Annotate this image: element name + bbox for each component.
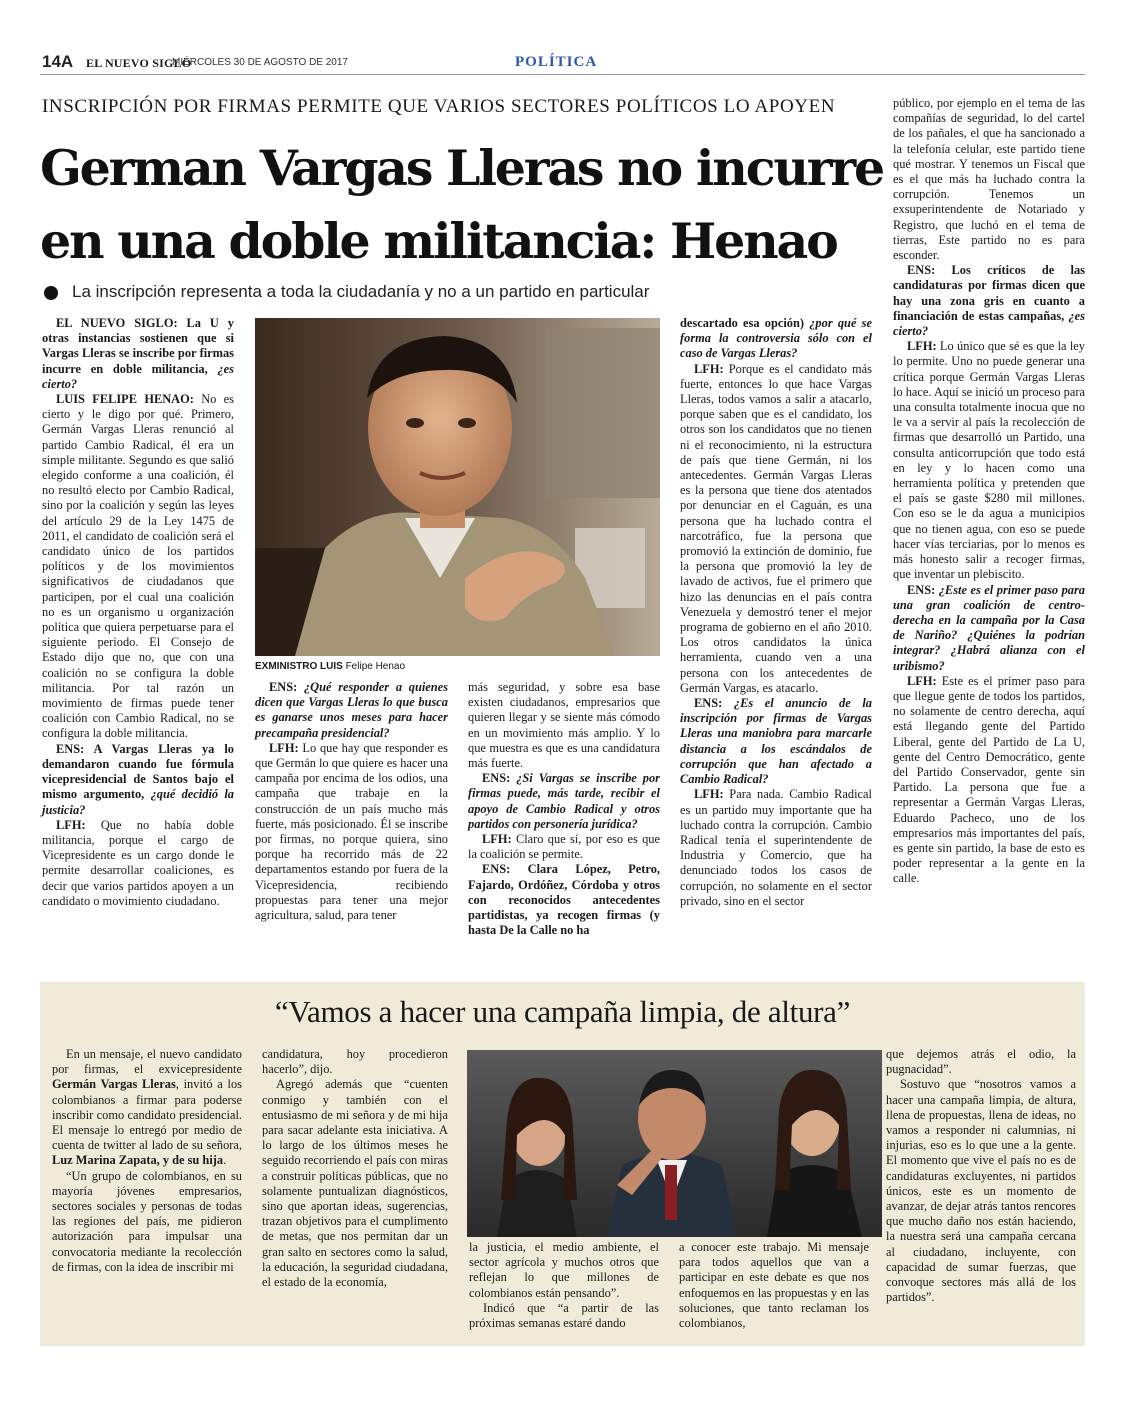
sidebar-paragraph: la justicia, el medio ambiente, el sector agrícola y muchos otros que reflejan lo que millones de colombianos están pensando”.	[469, 1240, 659, 1300]
speaker-label: ENS:	[269, 680, 298, 694]
interviewee-photo-illustration	[255, 318, 660, 656]
sidebar-text-bold: Luz Marina Zapata, y de su hija	[52, 1153, 224, 1168]
answer-text: Para nada. Cambio Radical es un partido muy importante que ha luchado contra la corrupción. Cambio Radical tenía el superintendente de Industria y Comercio, que ha denunciado todos los casos de corrupción, no solamente en el sector privado, sino en el sector	[680, 787, 872, 908]
sidebar-column-5	[886, 1047, 1076, 1305]
answer-2	[42, 818, 234, 909]
question-text: ¿Este es el primer paso para una gran coalición de centro-derecha en la campaña por la Casa de Nariño? ¿Quiénes la podrían integrar? ¿Habrá alianza con el uribismo?	[893, 582, 1085, 673]
interview-photo	[255, 318, 660, 656]
question-text: Los críticos de las candidaturas por firmas dicen que hay una zona gris en cuanto a financiación de estas campañas,	[893, 263, 1085, 323]
question-5	[468, 862, 660, 938]
answer-1	[42, 392, 234, 742]
question-5-cont	[680, 316, 872, 362]
answer-6	[680, 787, 872, 909]
answer-6-cont	[893, 96, 1085, 263]
headline-line-2: en una doble militancia: Henao	[40, 212, 837, 270]
question-2	[42, 742, 234, 818]
issue-date: MIÉRCOLES 30 DE AGOSTO DE 2017	[172, 57, 348, 68]
question-text: ¿Es el anuncio de la inscripción por firmas de Vargas Lleras una maniobra para marcarle distancia a los escándalos de corrupción que han afectado a Cambio Radical?	[680, 696, 872, 787]
article-headline	[40, 132, 885, 278]
sidebar-paragraph: Indicó que “a partir de las próximas semanas estaré dando	[469, 1300, 659, 1331]
question-text: A Vargas Lleras ya lo demandaron cuando fue fórmula vicepresidencial de Santos bajo el mismo argumento,	[42, 741, 234, 802]
speaker-label: LUIS FELIPE HENAO:	[56, 392, 194, 407]
answer-text: Este es el primer paso para que llegue gente de todos los partidos, no solamente de centro derecha, aquí está llegando gente del Partido Liberal, gente del Partido de La U, gente del Centro Democrático, gente del Partido Conservador, gente sin Partido. La persona que fue a representar a Germán Vargas Lleras, Eduardo Pacheco, uno de los empresarios más importantes del país, es gente sin partido, la base de esto es poder representar a la gente en la calle.	[893, 673, 1085, 886]
sidebar-column-4	[679, 1240, 869, 1331]
question-tail: ¿por qué se forma la controversia sólo con el caso de Vargas Lleras?	[680, 316, 872, 361]
answer-7	[893, 339, 1085, 582]
article-column-3	[468, 680, 660, 938]
speaker-label: LFH:	[269, 740, 299, 755]
question-3	[255, 680, 448, 741]
sidebar-title: “Vamos a hacer una campaña limpia, de altura”	[274, 994, 851, 1029]
speaker-label: LFH:	[482, 832, 512, 847]
sidebar-text: , invitó a los colombianos a firmar para poderse inscribir como candidato presidencial. El mensaje lo entregó por medio de cuenta de twitter al lado de su señora,	[52, 1077, 242, 1153]
sidebar-paragraph: “Un grupo de colombianos, en su mayoría jóvenes empresarios, sectores sociales y personas de todas las regiones del país, me pidieron autorización para impulsar una convocatoria mediante la recolección de firmas, con la idea de inscribir mi	[52, 1168, 242, 1274]
question-1	[42, 316, 234, 392]
answer-8	[893, 674, 1085, 887]
answer-text: Lo que hay que responder es que Germán lo que quiere es hacer una campaña por encima de los odios, una campaña que trabaje en la construcción de un país mucho más fuerte, más posicionado. Él se inscribe por firmas, no porque quiera, sino porque ha recorrido más de 22 departamentos estando por fuera de la Vicepresidencia, recibiendo propuestas para tener una mejor agricultura, salud, para tener	[255, 740, 448, 923]
speaker-label: LFH:	[56, 817, 86, 832]
answer-text: más seguridad, y sobre esa base existen ciudadanos, empresarios que quieren llegar y se siente más cómodo en un movimiento más amplio. Y lo que muestra es que es una candidatura más fuerte.	[468, 680, 660, 771]
article-deck: La inscripción representa a toda la ciudadanía y no a un partido en particular	[72, 282, 650, 301]
page-number: 14A	[42, 52, 74, 71]
sidebar-column-2	[262, 1047, 448, 1290]
speaker-label: EL NUEVO SIGLO:	[56, 316, 178, 330]
answer-text: Que no había doble militancia, porque el cargo de Vicepresidente es un cargo donde le permite desarrollar coaliciones, es decir que varios partidos apoyen a un candidato o movimiento ciudadano.	[42, 817, 234, 908]
question-8	[893, 583, 1085, 674]
question-7	[893, 263, 1085, 339]
newspaper-name: EL NUEVO SIGLO	[86, 56, 192, 70]
sidebar-paragraph	[52, 1047, 242, 1169]
question-4	[468, 771, 660, 832]
question-tail: ¿es cierto?	[893, 308, 1085, 339]
question-text: descartado esa opción)	[680, 316, 805, 330]
answer-4	[468, 832, 660, 862]
answer-3	[255, 741, 448, 923]
speaker-label: LFH:	[694, 361, 724, 376]
question-text: ¿Qué responder a quienes dicen que Vargas Lleras lo que busca es ganarse unos meses para hacer precampaña presidencial?	[255, 680, 448, 740]
answer-text: Claro que sí, por eso es que la coalición se permite.	[468, 832, 660, 862]
speaker-label: ENS:	[482, 862, 511, 877]
speaker-label: ENS:	[907, 263, 936, 278]
answer-text: público, por ejemplo en el tema de las compañías de seguridad, lo del cartel de los pañales, el que ha sancionado a la telefonía celular, este partido tiene qué mostrar. Y tenemos un Fiscal que es el que más ha luchado contra la corrupción. Tenemos un exsuperintendente de Notariado y Registro, que luchó en el tema de tierras, Este partido no es para esconder.	[893, 96, 1085, 263]
answer-5	[680, 362, 872, 696]
article-column-1	[42, 316, 234, 909]
speaker-label: LFH:	[694, 787, 724, 802]
article-column-4	[680, 316, 872, 909]
section-name: POLÍTICA	[515, 54, 598, 70]
speaker-label: LFH:	[907, 673, 937, 688]
question-text: Clara López, Petro, Fajardo, Ordóñez, Córdoba y otros con reconocidos antecedentes partidistas, ya recogen firmas (y hasta De la Calle no ha	[468, 862, 660, 938]
speaker-label: ENS:	[907, 582, 936, 597]
family-photo-illustration	[467, 1050, 882, 1237]
answer-text: Lo único que sé es que la ley lo permite. Uno no puede generar una crítica porque Germán Vargas Lleras lo hace. Aquí se inició un proceso para una consulta totalmente inocua que no le va a servir al país la recolección de firmas que desarrolló un Partido, una consulta anticorrupción que todo está en ley y lo hacen como una herramienta política y pretenden que el país se gaste $280 mil millones. Con eso se le da agua a municipios que no tienen agua, con eso se puede hacer vías terciarias, por lo menos es más honesto salir a recoger firmas, que inventar un plebiscito.	[893, 339, 1085, 582]
sidebar-paragraph: que dejemos atrás el odio, la pugnacidad”.	[886, 1047, 1076, 1077]
question-text: ¿Si Vargas se inscribe por firmas puede, más tarde, recibir el apoyo de Cambio Radical y otros partidos con personería jurídica?	[468, 771, 660, 831]
question-text: La U y otras instancias sostienen que si Vargas Lleras se inscribe por firmas incurre en doble militancia,	[42, 316, 234, 376]
speaker-label: ENS:	[56, 741, 85, 756]
question-tail: ¿qué decidió la justicia?	[42, 787, 234, 817]
speaker-label: ENS:	[694, 696, 723, 711]
speaker-label: LFH:	[907, 339, 937, 354]
sidebar-column-3	[469, 1240, 659, 1331]
question-tail: ¿es cierto?	[42, 361, 234, 391]
speaker-label: ENS:	[482, 771, 511, 786]
article-column-2	[255, 680, 448, 923]
caption-text: Felipe Henao	[342, 661, 406, 672]
campaign-video-still	[467, 1050, 882, 1237]
header-rule	[40, 74, 1085, 75]
sidebar-paragraph: a conocer este trabajo. Mi mensaje para todos aquellos que van a participar en este debate es que nos enfoquemos en las propuestas y en las soluciones, que tanto reclaman los colombianos,	[679, 1240, 869, 1331]
sidebar-paragraph: Agregó además que “cuenten conmigo y también con el entusiasmo de mi señora y de mi hija para sacar adelante esta iniciativa. A lo largo de los últimos meses he seguido recorriendo el país con miras a construir políticas públicas, que no solamente puntualizan diagnósticos, sino que aportan ideas, sugerencias, trazan objetivos para el cumplimento de metas, que nos permitan dar un gran salto en sectores como la salud, la educación, la seguridad ciudadana, el estado de la economía,	[262, 1077, 448, 1290]
bullet-icon	[44, 286, 58, 300]
caption-bold: EXMINISTRO LUIS	[255, 661, 343, 672]
sidebar-column-1	[52, 1047, 242, 1275]
article-column-5	[893, 96, 1085, 887]
answer-text: Porque es el candidato más fuerte, entonces lo que hace Vargas Lleras, todos vamos a salir a atacarlo, porque saben que es el candidato, los otros son los candidatos que no tienen ni el reconocimiento, ni la estructura de país que tiene Germán, ni los antecedentes. Germán Vargas Lleras es la persona que tiene dos atentados por denunciar en el Caguán, es una persona que ha luchado contra el narcotráfico, fue la persona que promovió la extinción de dominio, fue la persona que promovió la ley de lavado de activos, fue el primero que hizo las denuncias en el país contra Venezuela y demostró tener el mejor programa de gobierno en el año 2010. Los otros candidatos la única herramienta, cuando ven a una persona con los antecedentes de Germán Vargas, es atacarlo.	[680, 361, 872, 695]
sidebar-text-bold: Germán Vargas Lleras	[52, 1077, 176, 1092]
article-kicker: INSCRIPCIÓN POR FIRMAS PERMITE QUE VARIOS SECTORES POLÍTICOS LO APOYEN	[42, 96, 836, 117]
answer-text: No es cierto y le digo por qué. Primero, Germán Vargas Lleras renunció al partido Cambio Radical, él era un simple militante. Segundo es que salió elegido conforme a una coalición, él no resultó electo por Cambio Radical, sino por la coalición y según las leyes del artículo 29 de la Ley 1475 de 2011, el candidato de coalición será el candidato único de los partidos políticos y de los movimientos significativos de ciudadanos que participen, por el cual una coalición no es un organismo u organización política que quiera perpetuarse para el siguiente periodo. El Consejo de Estado dijo que no, que con una coalición no se configura la doble militancia. Por tal razón un movimiento de firmas puede tener coalición con Cambio Radical, no se configura la doble militancia.	[42, 392, 234, 741]
sidebar-text: .	[223, 1153, 227, 1168]
sidebar-text: En un mensaje, el nuevo candidato por firmas, el exvicepresidente	[52, 1047, 242, 1077]
sidebar-paragraph: Sostuvo que “nosotros vamos a hacer una campaña limpia, de altura, llena de propuestas, llena de ideas, no vamos a responder ni calumnias, ni injurias, eso es lo que une a la gente. El momento que vive el país no es de candidaturas excluyentes, ni partidos únicos, este es un momento de avanzar, de dejar atrás tantos rencores que mucho daño nos están haciendo, la nuestra será una campaña cercana al ciudadano, incluyente, con capacidad de sumar fuerzas, que convoque sectores más allá de los partidos”.	[886, 1077, 1076, 1305]
question-6	[680, 696, 872, 787]
sidebar-paragraph: candidatura, hoy procedieron hacerlo”, dijo.	[262, 1047, 448, 1077]
photo-caption	[255, 661, 405, 672]
answer-3-cont	[468, 680, 660, 771]
headline-line-1: German Vargas Lleras no incurre	[40, 139, 883, 197]
